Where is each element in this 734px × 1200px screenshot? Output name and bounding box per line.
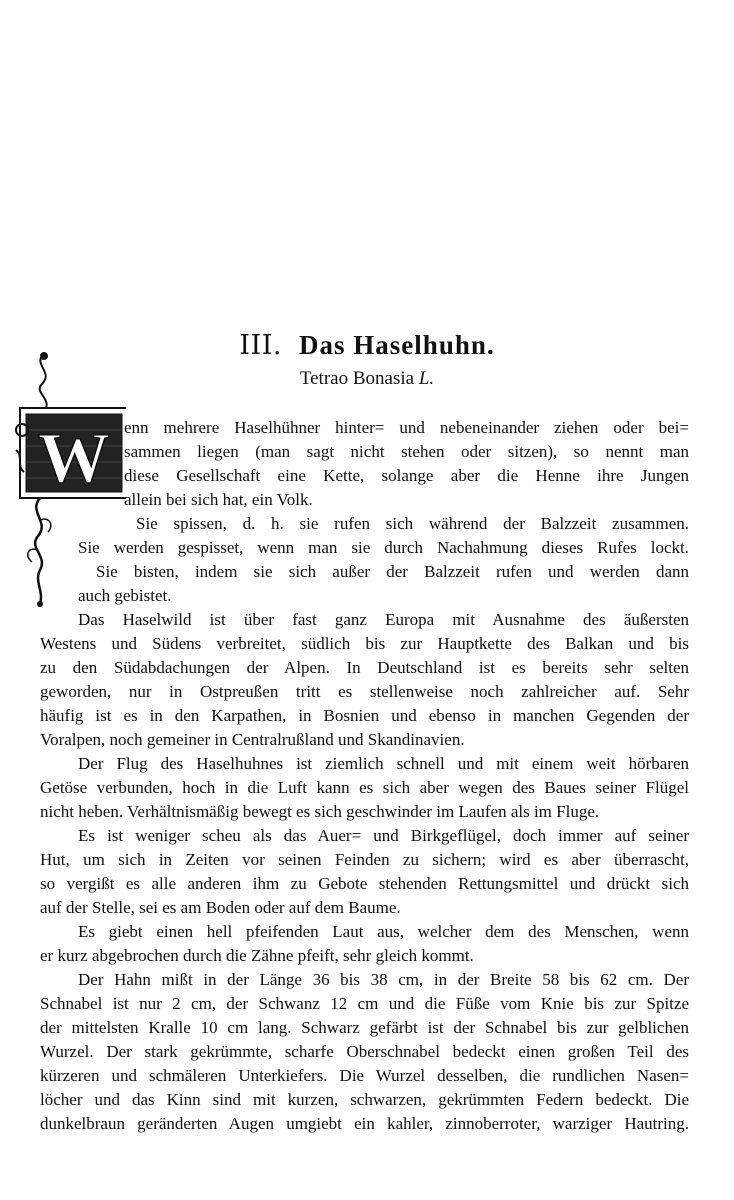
text-line: Westens und Südens verbreitet, südlich bis zur Hauptkette des Balkan und bis (40, 634, 689, 653)
text-line: Der Hahn mißt in der Länge 36 bis 38 cm, in der Breite 58 bis 62 cm. Der (78, 970, 689, 989)
text-line: Das Haselwild ist über fast ganz Europa mit Ausnahme des äußersten (78, 610, 689, 629)
text-line: Sie bisten, indem sie sich außer der Balzzeit rufen und werden dann (96, 562, 689, 581)
chapter-title: Das Haselhuhn. (299, 330, 495, 360)
text-line: Es ist weniger scheu als das Auer= und Birkgeflügel, doch immer auf seiner (78, 826, 689, 845)
text-line: Voralpen, noch gemeiner in Centralrußland und Skandinavien. (40, 730, 465, 749)
text-line: er kurz abgebrochen durch die Zähne pfeift, sehr gleich kommt. (40, 946, 474, 965)
text-line: dunkelbraun geränderten Augen umgiebt ein kahler, zinnoberroter, warziger Hautring. (40, 1114, 689, 1133)
text-line: Getöse verbunden, hoch in die Luft kann es sich aber wegen des Baues seiner Flügel (40, 778, 689, 797)
latin-name-text: Tetrao Bonasia (299, 368, 415, 389)
initial-letter: W (38, 418, 110, 498)
text-line: Hut, um sich in Zeiten vor seinen Feinden zu sichern; wird es aber überrascht, (40, 850, 689, 869)
text-line: so vergißt es alle anderen ihm zu Gebote stehenden Rettungsmittel und drückt sich (40, 874, 689, 893)
text-line: Es giebt einen hell pfeifenden Laut aus, welcher dem des Menschen, wenn (78, 922, 689, 941)
text-line: geworden, nur in Ostpreußen tritt es stellenweise noch zahlreicher auf. Sehr (40, 682, 689, 701)
text-line: sammen liegen (man sagt nicht stehen oder sitzen), so nennt man (124, 442, 689, 461)
text-line: löcher und das Kinn sind mit kurzen, schwarzen, gekrümmten Federn bedeckt. Die (40, 1090, 689, 1109)
text-line: enn mehrere Haselhühner hinter= und nebeneinander ziehen oder bei= (124, 418, 689, 437)
chapter-numeral: III. (239, 330, 282, 361)
text-line: diese Gesellschaft eine Kette, solange aber die Henne ihre Jungen (124, 466, 689, 485)
text-line: kürzeren und schmäleren Unterkiefers. Die Wurzel desselben, die rundlichen Nasen= (40, 1066, 689, 1085)
text-line: auf der Stelle, sei es am Boden oder auf dem Baume. (40, 898, 401, 917)
text-line: häufig ist es in den Karpathen, in Bosnien und ebenso in manchen Gegenden der (40, 706, 689, 725)
text-line: zu den Südabdachungen der Alpen. In Deutschland ist es bereits sehr selten (40, 658, 689, 677)
text-line: Der Flug des Haselhuhnes ist ziemlich schnell und mit einem weit hörbaren (78, 754, 689, 773)
text-line: Sie spissen, d. h. sie rufen sich während der Balzzeit zusammen. (136, 514, 689, 533)
text-line: allein bei sich hat, ein Volk. (124, 490, 313, 509)
text-line: der mittelsten Kralle 10 cm lang. Schwarz gefärbt ist der Schnabel bis zur gelblichen (40, 1018, 689, 1037)
text-line: Wurzel. Der stark gekrümmte, scharfe Oberschnabel bedeckt einen großen Teil des (40, 1042, 689, 1061)
text-line: Schnabel ist nur 2 cm, der Schwanz 12 cm und die Füße vom Knie bis zur Spitze (40, 994, 689, 1013)
text-line: Sie werden gespisset, wenn man sie durch Nachahmung dieses Rufes lockt. (78, 538, 689, 557)
text-line: auch gebistet. (78, 586, 172, 605)
text-line: nicht heben. Verhältnismäßig bewegt es sich geschwinder im Laufen als im Fluge. (40, 802, 600, 821)
latin-name-author: L. (418, 368, 435, 389)
